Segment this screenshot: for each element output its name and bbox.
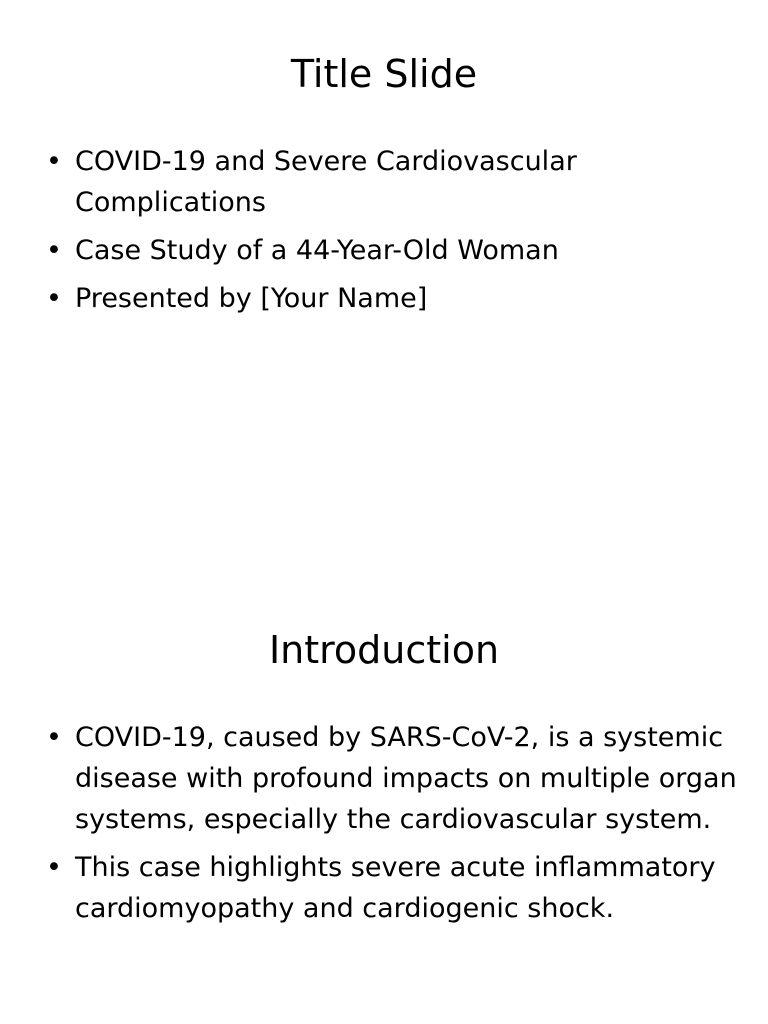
slide-title: Introduction [268,628,500,672]
bullet-dot: • [46,852,62,883]
bullet-item [46,141,738,223]
bullet-dot: • [46,722,62,753]
bullet-text: This case highlights severe acute inflammatory cardiomyopathy and cardiogenic shock. [75,852,716,924]
bullet-list [46,717,738,936]
bullet-item [46,717,738,840]
bullet-list [46,141,738,326]
bullet-text: COVID-19, caused by SARS-CoV-2, is a systemic disease with profound impacts on multiple organ systems, especially the cardiovascular system. [75,722,737,835]
bullet-item [46,278,738,319]
bullet-item [46,847,738,929]
bullet-dot: • [46,146,62,177]
bullet-item [46,230,738,271]
bullet-text: Presented by [Your Name] [75,283,428,314]
slide-title: Title Slide [290,52,478,96]
slide-introduction [0,576,768,1024]
bullet-text: COVID-19 and Severe Cardiovascular Complications [75,146,577,218]
bullet-dot: • [46,235,62,266]
bullet-text: Case Study of a 44-Year-Old Woman [75,235,559,266]
bullet-dot: • [46,283,62,314]
